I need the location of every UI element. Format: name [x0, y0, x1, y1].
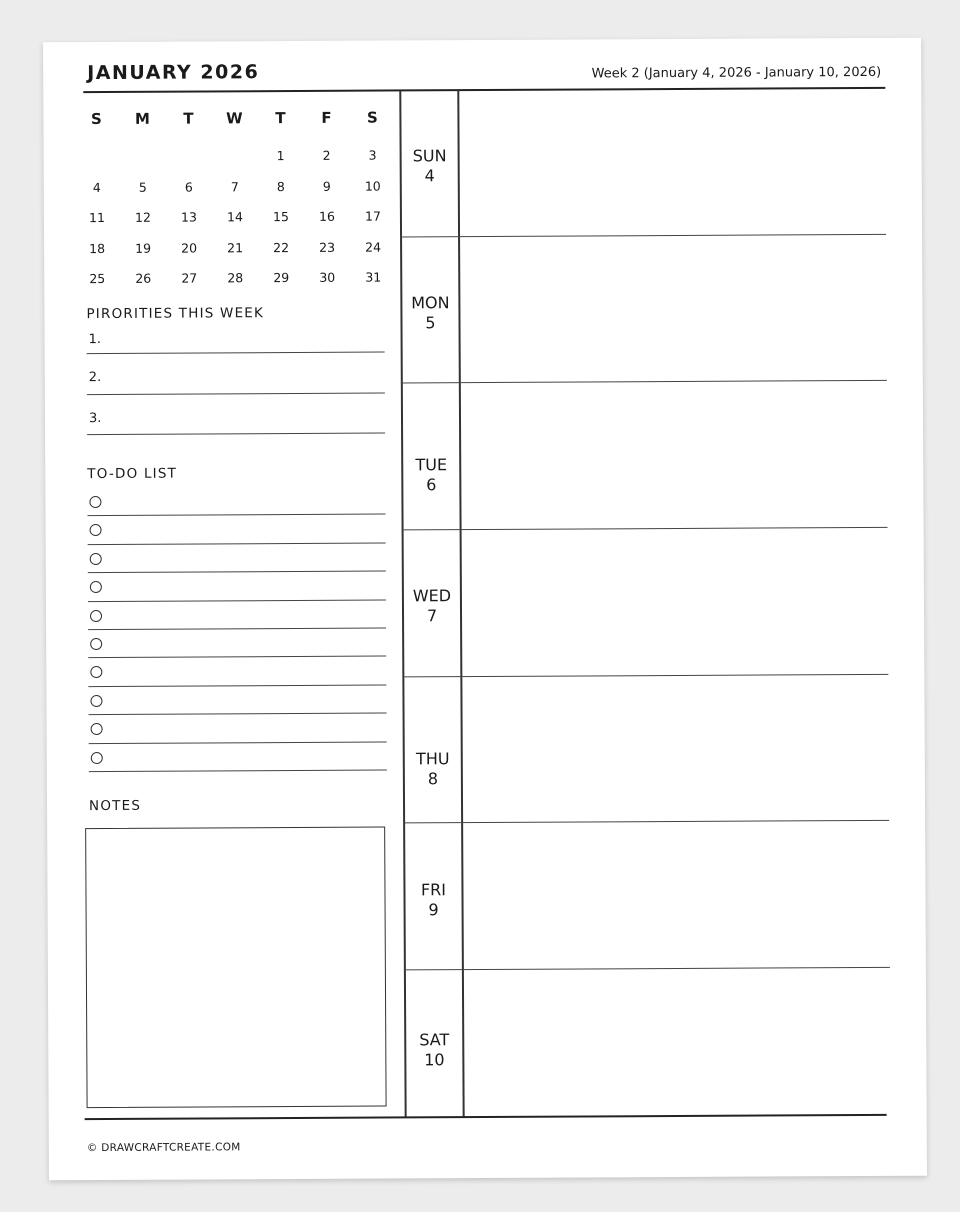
day-date: 10	[424, 1050, 445, 1070]
todo-item[interactable]	[88, 600, 386, 630]
calendar-day: 5	[138, 179, 147, 195]
checkbox-circle-icon[interactable]	[90, 581, 102, 593]
day-name: TUE	[415, 455, 448, 475]
calendar-day: 15	[272, 209, 289, 225]
weekday-label: W	[226, 109, 243, 128]
day-name: FRI	[420, 879, 447, 899]
footer-credit: © DRAWCRAFTCREATE.COM	[86, 1141, 241, 1155]
calendar-day: 27	[181, 270, 198, 286]
calendar-day: 2	[322, 147, 331, 163]
day-name: THU	[415, 748, 450, 769]
priority-item[interactable]	[87, 353, 385, 395]
calendar-week-row	[74, 263, 382, 295]
planner-page	[43, 38, 927, 1181]
calendar-day: 21	[227, 239, 244, 255]
day-label	[406, 1030, 462, 1070]
todo-item[interactable]	[88, 685, 386, 715]
calendar-day: 25	[89, 270, 106, 287]
todo-item[interactable]	[89, 714, 387, 744]
calendar-day: 7	[230, 178, 239, 194]
day-date: 4	[424, 166, 435, 186]
todo-title: TO-DO LIST	[87, 465, 178, 483]
calendar-day: 18	[89, 240, 106, 256]
checkbox-circle-icon[interactable]	[90, 638, 102, 650]
day-row[interactable]	[403, 821, 890, 970]
priority-number: 2.	[88, 370, 102, 386]
priorities-list	[87, 327, 386, 436]
day-row[interactable]	[399, 88, 886, 237]
todo-list	[87, 487, 386, 772]
calendar-day: 4	[92, 179, 101, 195]
week-range: Week 2 (January 4, 2026 - January 10, 2026)	[591, 64, 882, 82]
day-label	[403, 456, 459, 496]
day-date: 8	[427, 769, 439, 789]
calendar-day	[166, 141, 212, 172]
notes-title: NOTES	[88, 797, 142, 815]
day-row[interactable]	[401, 381, 888, 530]
todo-item[interactable]	[88, 657, 386, 687]
priority-number: 3.	[88, 410, 102, 426]
day-date: 7	[426, 606, 438, 626]
calendar-week-row	[74, 171, 381, 203]
checkbox-circle-icon[interactable]	[90, 666, 102, 678]
calendar-day: 6	[184, 179, 193, 195]
calendar-day: 20	[181, 240, 198, 256]
calendar-day: 30	[319, 269, 336, 285]
day-schedule	[399, 88, 890, 1118]
calendar-day: 28	[227, 270, 244, 286]
calendar-week-row	[74, 232, 382, 264]
calendar-day: 16	[318, 208, 335, 224]
day-name: MON	[411, 292, 450, 313]
todo-item[interactable]	[88, 572, 386, 602]
day-label	[402, 293, 458, 333]
day-label	[405, 749, 461, 789]
day-name: WED	[412, 586, 452, 606]
calendar-week-row	[74, 202, 381, 234]
checkbox-circle-icon[interactable]	[90, 524, 102, 536]
day-label	[405, 880, 461, 920]
todo-item[interactable]	[88, 628, 386, 658]
day-row[interactable]	[402, 675, 889, 824]
priorities-title: PIRORITIES THIS WEEK	[86, 305, 265, 323]
weekday-label: F	[321, 108, 332, 127]
calendar-day: 3	[368, 147, 377, 163]
todo-item[interactable]	[88, 543, 386, 573]
calendar-day: 22	[273, 239, 290, 255]
checkbox-circle-icon[interactable]	[90, 610, 102, 622]
page-title: JANUARY 2026	[87, 61, 260, 85]
calendar-day: 11	[88, 209, 105, 226]
calendar-day	[120, 142, 166, 173]
mini-calendar	[73, 103, 382, 295]
day-label	[402, 146, 458, 186]
day-row[interactable]	[402, 528, 889, 677]
day-name: SUN	[412, 146, 447, 166]
calendar-day: 1	[276, 148, 285, 164]
calendar-day: 31	[365, 269, 382, 285]
calendar-day: 24	[365, 239, 382, 255]
day-row[interactable]	[404, 968, 891, 1117]
calendar-day: 26	[135, 270, 152, 286]
day-date: 6	[426, 475, 437, 495]
weekday-label: S	[366, 108, 378, 127]
day-date: 5	[425, 312, 436, 332]
weekday-label: T	[183, 109, 194, 128]
calendar-day: 17	[364, 208, 381, 224]
day-label	[404, 586, 460, 626]
day-name: SAT	[419, 1030, 450, 1050]
calendar-day: 9	[322, 178, 331, 194]
calendar-day: 13	[180, 209, 197, 225]
calendar-day: 19	[135, 240, 152, 256]
weekday-label: M	[134, 109, 150, 128]
calendar-day: 10	[364, 178, 381, 194]
checkbox-circle-icon[interactable]	[90, 553, 102, 565]
priority-item[interactable]	[87, 393, 385, 435]
calendar-day: 14	[226, 209, 243, 225]
todo-item[interactable]	[89, 742, 387, 772]
day-row[interactable]	[400, 235, 887, 384]
priority-item[interactable]	[87, 327, 385, 355]
checkbox-circle-icon[interactable]	[91, 752, 103, 764]
checkbox-circle-icon[interactable]	[90, 695, 102, 707]
calendar-day	[212, 141, 258, 172]
calendar-day: 23	[319, 239, 336, 255]
calendar-weekday-header	[73, 103, 378, 143]
weekday-label: T	[275, 109, 286, 128]
todo-item[interactable]	[88, 515, 386, 545]
calendar-day: 8	[276, 178, 285, 194]
calendar-day: 29	[273, 270, 290, 286]
calendar-day	[74, 142, 120, 173]
calendar-week-row	[74, 141, 377, 173]
calendar-grid	[74, 141, 382, 295]
calendar-day: 12	[134, 209, 151, 225]
checkbox-circle-icon[interactable]	[89, 496, 101, 508]
weekday-label: S	[90, 109, 102, 129]
day-date: 9	[428, 899, 439, 919]
checkbox-circle-icon[interactable]	[91, 723, 103, 735]
todo-item[interactable]	[87, 487, 385, 517]
notes-box[interactable]	[85, 827, 386, 1109]
priority-number: 1.	[88, 332, 102, 348]
